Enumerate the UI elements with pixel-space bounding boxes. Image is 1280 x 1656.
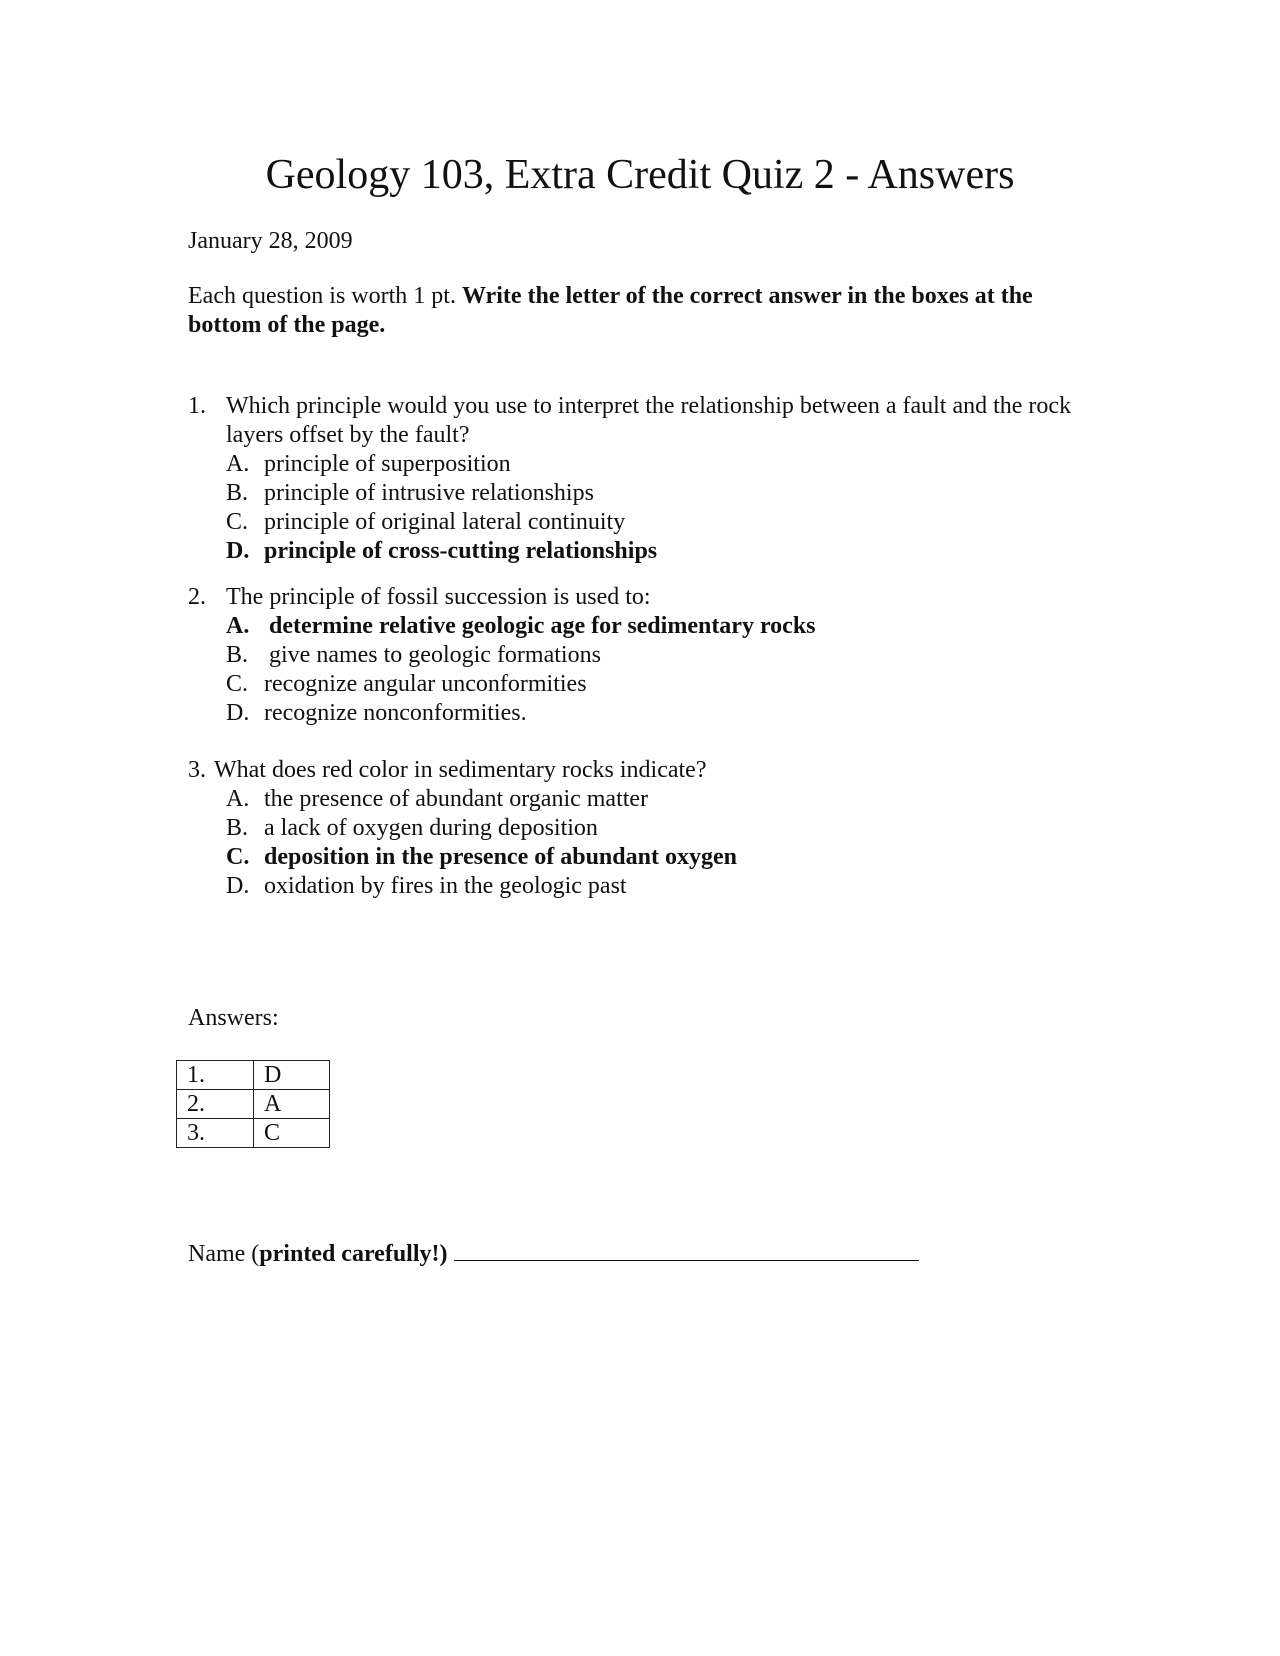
option-b [226, 479, 1088, 508]
option-d [226, 699, 1088, 728]
answer-table [176, 1060, 330, 1148]
option-letter: D. [226, 538, 250, 564]
option-c [226, 670, 1088, 699]
answer-box[interactable]: C [254, 1119, 330, 1148]
option-letter: B. [226, 642, 249, 668]
option-letter: C. [226, 844, 250, 870]
question-1 [188, 392, 1088, 566]
question-number: 1. [188, 393, 206, 419]
option-c [226, 508, 1088, 537]
option-letter: D. [226, 700, 250, 726]
question-text: What does red color in sedimentary rocks indicate? [214, 757, 707, 783]
option-letter: C. [226, 509, 249, 535]
instructions [188, 282, 1108, 340]
question-number: 2. [188, 584, 206, 610]
option-a [226, 450, 1088, 479]
option-list [188, 450, 1088, 566]
question-text: The principle of fossil succession is used to: [226, 584, 651, 610]
name-field [188, 1238, 919, 1268]
instructions-bold: Write the letter of the correct answer in the boxes at the bottom of the page. [188, 283, 1033, 338]
option-text: recognize nonconformities. [264, 700, 527, 726]
table-row [177, 1061, 330, 1090]
option-text: principle of intrusive relationships [264, 480, 594, 506]
instructions-plain: Each question is worth 1 pt. [188, 283, 462, 309]
option-text: principle of cross-cutting relationships [264, 538, 658, 564]
option-b [226, 641, 1088, 670]
answer-number: 1. [177, 1061, 254, 1090]
option-letter: B. [226, 480, 249, 506]
option-letter: A. [226, 451, 250, 477]
option-text: recognize angular unconformities [264, 671, 587, 697]
option-letter: A. [226, 613, 250, 639]
option-list [188, 785, 1088, 901]
option-text: determine relative geologic age for sedimentary rocks [269, 613, 816, 639]
question-2 [188, 583, 1088, 728]
option-text: principle of original lateral continuity [264, 509, 626, 535]
option-text: principle of superposition [264, 451, 511, 477]
option-letter: B. [226, 815, 249, 841]
table-row [177, 1119, 330, 1148]
option-d [226, 872, 1088, 901]
answer-box[interactable]: A [254, 1090, 330, 1119]
option-a [226, 785, 1088, 814]
option-text: give names to geologic formations [269, 642, 601, 668]
name-label-bold: printed carefully!) [259, 1241, 448, 1267]
option-letter: C. [226, 671, 249, 697]
question-3 [188, 756, 1088, 901]
option-text: deposition in the presence of abundant oxygen [264, 844, 737, 870]
answer-box[interactable]: D [254, 1061, 330, 1090]
answers-label: Answers: [188, 1005, 279, 1031]
option-d-correct [226, 537, 1088, 566]
option-letter: D. [226, 873, 250, 899]
option-text: a lack of oxygen during deposition [264, 815, 598, 841]
question-number: 3. [188, 757, 206, 783]
table-row [177, 1090, 330, 1119]
question-text: Which principle would you use to interpret the relationship between a fault and the rock layers offset by the fault? [226, 393, 1072, 448]
option-c-correct [226, 843, 1088, 872]
option-b [226, 814, 1088, 843]
option-a-correct [226, 612, 1088, 641]
name-blank-line[interactable] [454, 1238, 919, 1261]
answer-number: 3. [177, 1119, 254, 1148]
option-list [188, 612, 1088, 728]
page-title: Geology 103, Extra Credit Quiz 2 - Answers [265, 152, 1015, 198]
option-letter: A. [226, 786, 250, 812]
quiz-date: January 28, 2009 [188, 228, 353, 254]
name-label: Name ( [188, 1241, 260, 1267]
option-text: the presence of abundant organic matter [264, 786, 649, 812]
option-text: oxidation by fires in the geologic past [264, 873, 627, 899]
answer-number: 2. [177, 1090, 254, 1119]
